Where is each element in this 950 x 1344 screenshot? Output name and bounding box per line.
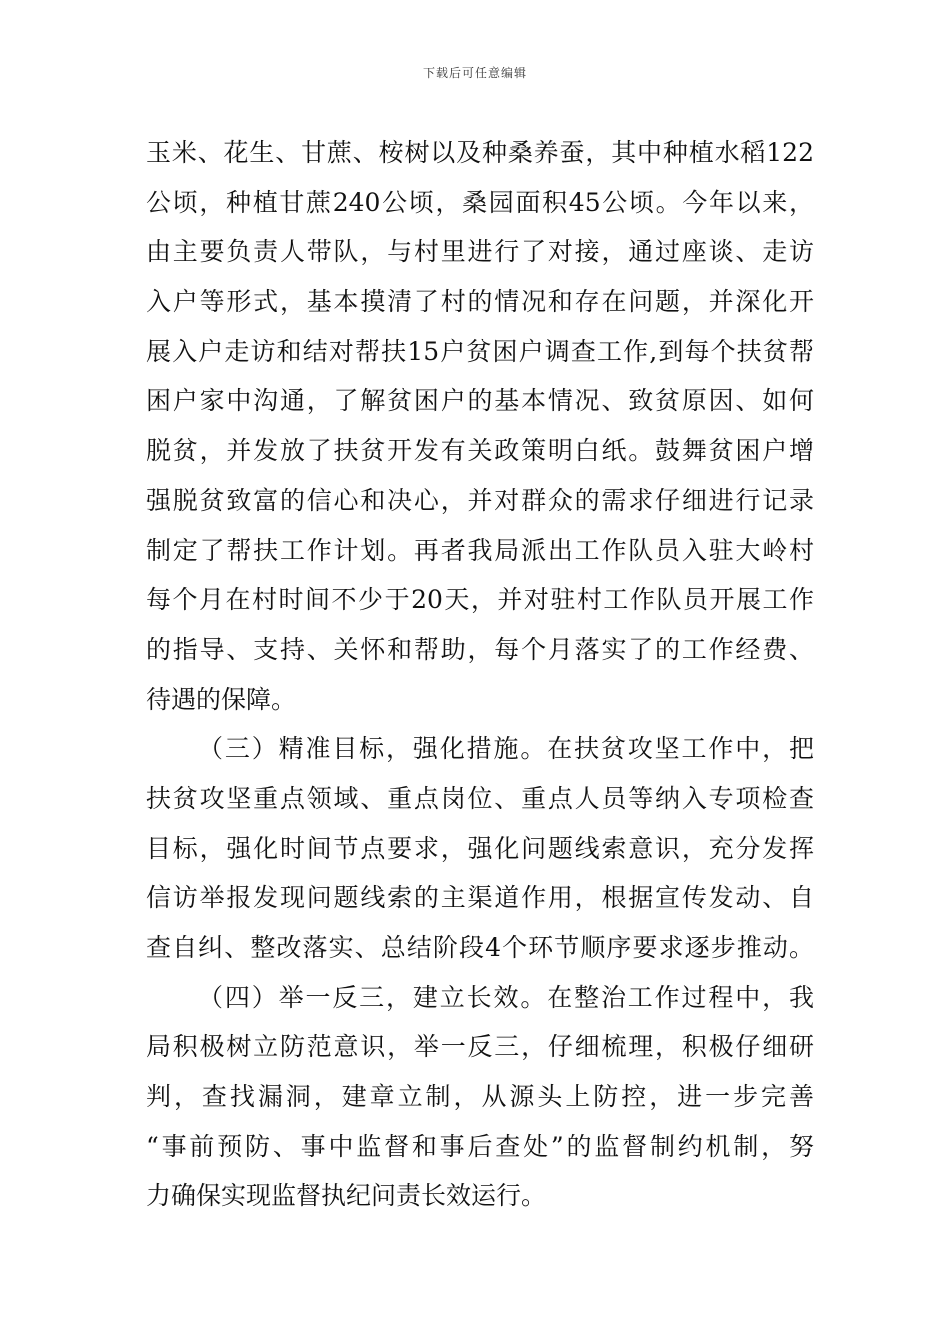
text-line: 展入户走访和结对帮扶15户贫困户调查工作,到每个扶贫帮 bbox=[146, 336, 814, 366]
text-line: 扶贫攻坚重点领域、重点岗位、重点人员等纳入专项检查 bbox=[146, 783, 814, 813]
text-line: 入户等形式，基本摸清了村的情况和存在问题，并深化开 bbox=[146, 287, 814, 317]
text-line: 判，查找漏洞，建章立制，从源头上防控，进一步完善 bbox=[146, 1082, 814, 1112]
text-line: “事前预防、事中监督和事后查处”的监督制约机制，努 bbox=[146, 1131, 814, 1161]
text-line: 玉米、花生、甘蔗、桉树以及种桑养蚕，其中种植水稻122 bbox=[146, 138, 814, 167]
text-line: 困户家中沟通，了解贫困户的基本情况、致贫原因、如何 bbox=[146, 386, 814, 416]
text-line: 公顷，种植甘蔗240公顷，桑园面积45公顷。今年以来， bbox=[146, 187, 814, 217]
text-line: 由主要负责人带队，与村里进行了对接，通过座谈、走访 bbox=[146, 237, 814, 267]
text-line: 脱贫，并发放了扶贫开发有关政策明白纸。鼓舞贫困户增 bbox=[146, 436, 814, 466]
text-line: 查自纠、整改落实、总结阶段4个环节顺序要求逐步推动。 bbox=[146, 933, 814, 962]
text-line: 制定了帮扶工作计划。再者我局派出工作队员入驻大岭村 bbox=[146, 535, 814, 565]
page-header: 下载后可任意编辑 bbox=[422, 66, 527, 80]
text-line: 的指导、支持、关怀和帮助，每个月落实了的工作经费、 bbox=[146, 634, 814, 664]
text-line: 每个月在村时间不少于20天，并对驻村工作队员开展工作 bbox=[146, 585, 814, 615]
text-line: （三）精准目标，强化措施。在扶贫攻坚工作中，把 bbox=[198, 734, 814, 764]
text-line: 目标，强化时间节点要求，强化问题线索意识，充分发挥 bbox=[146, 833, 814, 863]
text-line: 强脱贫致富的信心和决心，并对群众的需求仔细进行记录 bbox=[146, 485, 814, 515]
text-line: 局积极树立防范意识，举一反三，仔细梳理，积极仔细研 bbox=[146, 1032, 814, 1062]
text-line: 力确保实现监督执纪问责长效运行。 bbox=[146, 1181, 547, 1211]
document-body bbox=[146, 128, 814, 1221]
text-line: （四）举一反三，建立长效。在整治工作过程中，我 bbox=[198, 982, 814, 1012]
text-line: 信访举报发现问题线索的主渠道作用，根据宣传发动、自 bbox=[146, 883, 814, 913]
text-line: 待遇的保障。 bbox=[146, 684, 297, 714]
